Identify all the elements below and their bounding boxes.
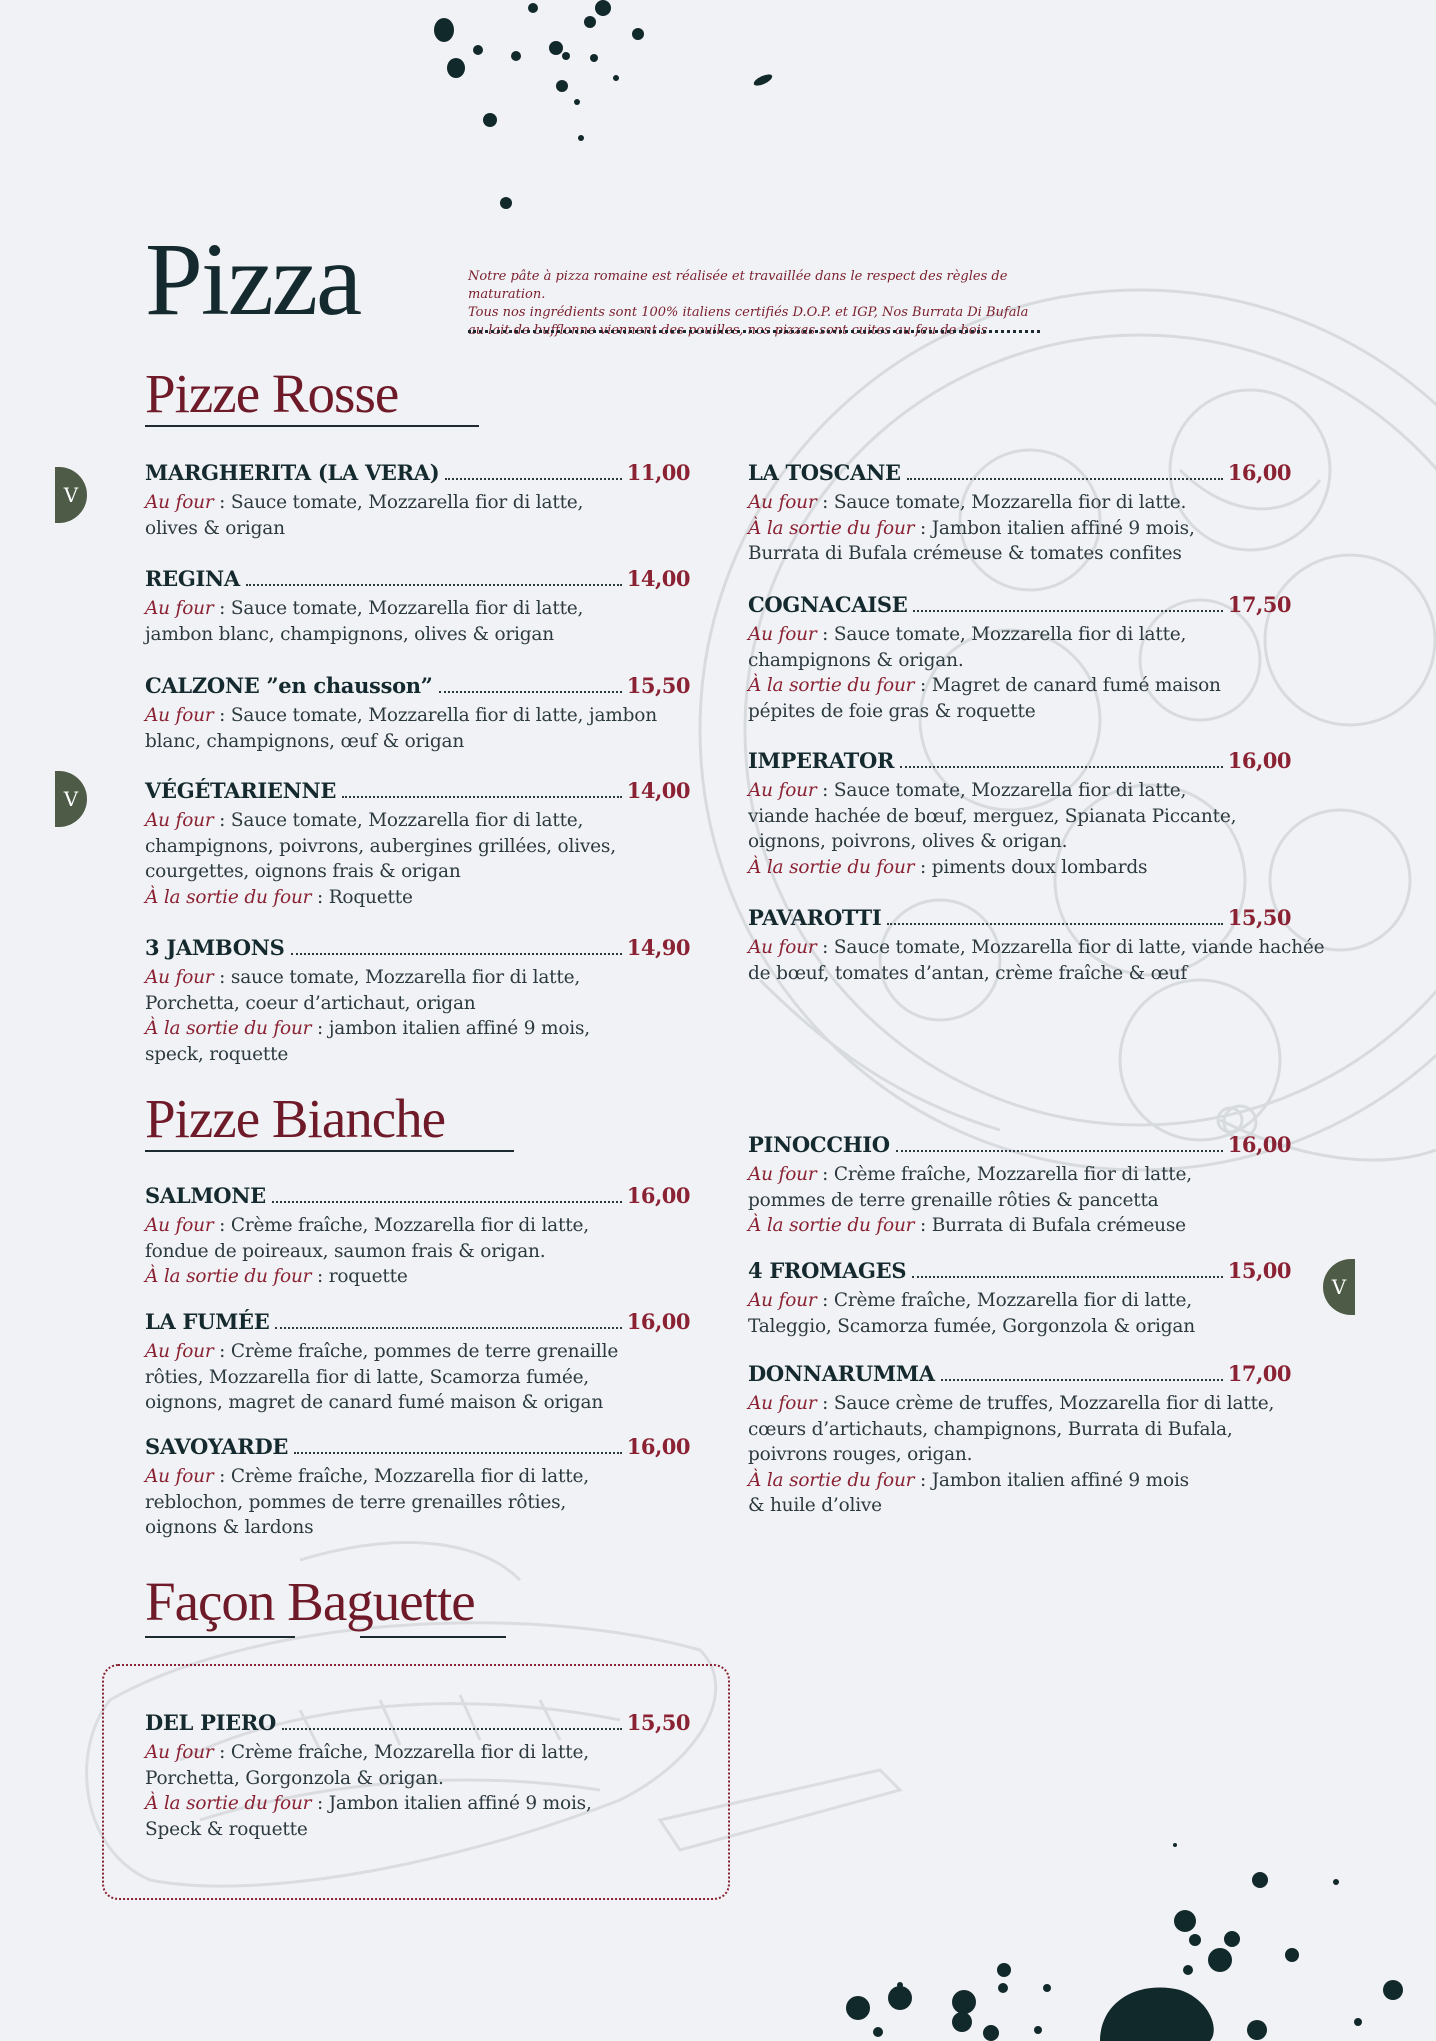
menu-item-price: 16,00: [1227, 1132, 1291, 1157]
menu-item-description: [748, 1162, 1291, 1188]
menu-item-description: [145, 1016, 690, 1042]
menu-item: [145, 460, 690, 541]
ingredients-text: blanc, champignons, œuf & origan: [145, 730, 465, 752]
ingredients-text: : Crème fraîche, Mozzarella fior di latte,: [213, 1742, 589, 1763]
menu-item-description: [145, 1740, 690, 1766]
menu-item-name: VÉGÉTARIENNE: [145, 778, 337, 803]
cooking-stage-label: Au four: [748, 1164, 817, 1185]
ingredients-text: : jambon italien affiné 9 mois,: [311, 1018, 590, 1039]
dotted-leader: [896, 1150, 1223, 1152]
intro-line: au lait de bufflonne viennent des pouilles, nos pizzas sont cuites au feu de bois: [468, 323, 988, 338]
ingredients-text: : Sauce crème de truffes, Mozzarella fior di latte,: [816, 1393, 1275, 1414]
ingredients-text: : Crème fraîche, Mozzarella fior di latte,: [816, 1290, 1192, 1311]
ingredients-text: : Crème fraîche, Mozzarella fior di latte,: [213, 1215, 589, 1236]
menu-item: [145, 1434, 690, 1541]
ingredients-text: pépites de foie gras & roquette: [748, 700, 1036, 722]
ingredients-text: : roquette: [311, 1266, 408, 1287]
cooking-stage-label: À la sortie du four: [748, 856, 915, 878]
ingredients-text: Porchetta, coeur d’artichaut, origan: [145, 992, 476, 1014]
ingredients-text: : Sauce tomate, Mozzarella fior di latte,: [213, 492, 584, 513]
menu-item-price: 17,00: [1227, 1361, 1291, 1386]
ingredients-text: pommes de terre grenaille rôties & pancetta: [748, 1189, 1159, 1211]
ingredients-text: : Sauce tomate, Mozzarella fior di latte,: [213, 810, 584, 831]
menu-item-price: 16,00: [1227, 460, 1291, 485]
menu-item: [145, 1710, 690, 1842]
menu-item: [145, 673, 690, 754]
menu-item-price: 14,90: [626, 935, 690, 960]
menu-item-description: [145, 1791, 690, 1817]
menu-item-header: [145, 1710, 690, 1740]
ingredients-text: : Sauce tomate, Mozzarella fior di latte,: [816, 624, 1187, 645]
menu-item-description: [748, 699, 1291, 725]
cooking-stage-label: Au four: [145, 1341, 214, 1362]
menu-item-description: [145, 885, 690, 911]
menu-item-header: [748, 592, 1291, 622]
ingredients-text: : Sauce tomate, Mozzarella fior di latte, jambon: [213, 705, 657, 726]
ingredients-text: : sauce tomate, Mozzarella fior di latte,: [213, 967, 581, 988]
intro-divider: [468, 330, 1040, 333]
ingredients-text: : Sauce tomate, Mozzarella fior di latte,: [213, 598, 584, 619]
menu-item: [748, 1132, 1291, 1239]
ingredients-text: : Sauce tomate, Mozzarella fior di latte.: [816, 492, 1187, 513]
menu-item-description: [145, 516, 690, 542]
menu-item-description: [748, 829, 1291, 855]
ingredients-text: oignons & lardons: [145, 1517, 314, 1538]
menu-item: [748, 748, 1291, 880]
menu-item-price: 15,50: [626, 673, 690, 698]
ingredients-text: Speck & roquette: [145, 1818, 308, 1840]
ingredients-text: : Burrata di Bufala crémeuse: [914, 1215, 1186, 1236]
menu-item-description: [145, 622, 690, 648]
menu-item-description: [145, 1264, 690, 1290]
vegetarian-badge: V: [1323, 1259, 1355, 1315]
cooking-stage-label: Au four: [145, 492, 214, 513]
menu-item-header: [145, 1183, 690, 1213]
ingredients-text: olives & origan: [145, 517, 285, 539]
cooking-stage-label: Au four: [145, 1215, 214, 1236]
menu-item-description: [748, 673, 1291, 699]
menu-item-description: [748, 1417, 1291, 1443]
menu-item-description: [145, 1464, 690, 1490]
menu-item-header: [748, 748, 1291, 778]
ingredients-text: poivrons rouges, origan.: [748, 1444, 973, 1465]
ingredients-text: courgettes, oignons frais & origan: [145, 861, 461, 882]
menu-item-description: [748, 1288, 1291, 1314]
cooking-stage-label: Au four: [145, 1742, 214, 1763]
menu-item-name: 3 JAMBONS: [145, 935, 285, 960]
cooking-stage-label: À la sortie du four: [145, 1018, 312, 1039]
dotted-leader: [294, 1452, 622, 1454]
menu-item-description: [748, 516, 1291, 542]
menu-item: [145, 566, 690, 647]
cooking-stage-label: Au four: [145, 967, 214, 988]
menu-item-description: [145, 808, 690, 834]
menu-item-header: [748, 1132, 1291, 1162]
ingredients-text: champignons & origan.: [748, 649, 964, 671]
menu-item-description: [145, 729, 690, 755]
cooking-stage-label: Au four: [748, 1393, 817, 1414]
ingredients-text: reblochon, pommes de terre grenailles rôties,: [145, 1491, 567, 1513]
menu-item-description: [748, 1468, 1291, 1494]
menu-item-name: MARGHERITA (LA VERA): [145, 460, 440, 485]
menu-item-description: [145, 834, 690, 860]
ingredients-text: cœurs d’artichauts, champignons, Burrata di Bufala,: [748, 1418, 1233, 1440]
dotted-leader: [941, 1379, 1223, 1381]
menu-item-description: [748, 541, 1291, 567]
ingredients-text: Taleggio, Scamorza fumée, Gorgonzola & origan: [748, 1315, 1195, 1337]
menu-item-description: [748, 935, 1325, 961]
menu-item-name: PINOCCHIO: [748, 1132, 890, 1157]
section-title-baguette: Façon Baguette: [145, 1571, 475, 1632]
intro-line: Notre pâte à pizza romaine est réalisée et travaillée dans le respect des règles de maturation.: [468, 269, 1008, 302]
ingredients-text: : Crème fraîche, Mozzarella fior di latte,: [213, 1466, 589, 1487]
section-underline: [145, 1150, 514, 1152]
ingredients-text: : Crème fraîche, Mozzarella fior di latte,: [816, 1164, 1192, 1185]
menu-item: [748, 460, 1291, 567]
menu-item-header: [145, 935, 690, 965]
dotted-leader: [272, 1201, 622, 1203]
menu-item-header: [145, 1309, 690, 1339]
menu-item-name: PAVAROTTI: [748, 905, 882, 930]
menu-item-description: [748, 1314, 1291, 1340]
ingredients-text: de bœuf, tomates d’antan, crème fraîche & œuf: [748, 962, 1188, 984]
menu-item-description: [145, 703, 690, 729]
menu-item-description: [145, 1490, 690, 1516]
section-title-bianche: Pizze Bianche: [145, 1088, 446, 1149]
ingredients-text: fondue de poireaux, saumon frais & origan.: [145, 1240, 546, 1262]
menu-item-price: 17,50: [1227, 592, 1291, 617]
ingredients-text: & huile d’olive: [748, 1495, 882, 1516]
section-underline: [145, 1636, 295, 1638]
ingredients-text: viande hachée de bœuf, merguez, Spianata Piccante,: [748, 805, 1237, 827]
ink-splatter-bottom: [846, 1843, 1403, 2041]
section-underline: [145, 425, 479, 427]
menu-item-header: [748, 1258, 1291, 1288]
menu-item: [145, 1309, 690, 1416]
ingredients-text: rôties, Mozzarella fior di latte, Scamorza fumée,: [145, 1366, 589, 1388]
menu-item-header: [145, 566, 690, 596]
menu-item-name: DONNARUMMA: [748, 1361, 935, 1386]
dotted-leader: [439, 691, 622, 693]
section-title-rosse: Pizze Rosse: [145, 363, 399, 424]
ingredients-text: : Jambon italien affiné 9 mois,: [311, 1793, 592, 1814]
ingredients-text: speck, roquette: [145, 1043, 289, 1065]
menu-item-description: [145, 1365, 690, 1391]
vegetarian-badge: V: [55, 771, 87, 827]
menu-item-name: COGNACAISE: [748, 592, 908, 617]
menu-item-description: [748, 622, 1291, 648]
ingredients-text: : Jambon italien affiné 9 mois,: [914, 517, 1195, 539]
ingredients-text: Burrata di Bufala crémeuse & tomates confites: [748, 543, 1182, 564]
cooking-stage-label: À la sortie du four: [145, 886, 312, 908]
menu-item: [748, 1361, 1291, 1519]
cooking-stage-label: Au four: [748, 937, 817, 958]
menu-item-price: 15,50: [626, 1710, 690, 1735]
dotted-leader: [887, 923, 1222, 925]
menu-item-price: 11,00: [626, 460, 690, 485]
menu-item-header: [145, 460, 690, 490]
menu-item-description: [145, 1766, 690, 1792]
ingredients-text: : Sauce tomate, Mozzarella fior di latte, viande hachée: [816, 937, 1325, 958]
menu-item-name: LA FUMÉE: [145, 1309, 270, 1334]
menu-item-header: [748, 460, 1291, 490]
menu-item: [748, 592, 1291, 724]
cooking-stage-label: Au four: [145, 1466, 214, 1487]
ingredients-text: oignons, poivrons, olives & origan.: [748, 831, 1068, 852]
cooking-stage-label: À la sortie du four: [748, 1215, 915, 1236]
intro-line: Tous nos ingrédients sont 100% italiens certifiés D.O.P. et IGP, Nos Burrata Di Bufala: [468, 305, 1029, 320]
menu-item-description: [145, 1239, 690, 1265]
ingredients-text: oignons, magret de canard fumé maison & origan: [145, 1392, 604, 1413]
menu-item-name: 4 FROMAGES: [748, 1258, 907, 1283]
ingredients-text: : Magret de canard fumé maison: [914, 675, 1221, 696]
pizza-sketch-illustration: [700, 290, 1436, 1170]
cooking-stage-label: Au four: [145, 598, 214, 619]
dotted-leader: [282, 1728, 622, 1730]
menu-item-description: [748, 961, 1291, 987]
cooking-stage-label: Au four: [748, 492, 817, 513]
menu-item-description: [145, 1213, 690, 1239]
menu-item: [145, 1183, 690, 1290]
menu-item-description: [748, 648, 1291, 674]
menu-item-header: [748, 905, 1291, 935]
menu-item-description: [145, 1390, 690, 1416]
menu-item-description: [145, 965, 690, 991]
cooking-stage-label: À la sortie du four: [748, 517, 915, 539]
dotted-leader: [907, 478, 1223, 480]
menu-item-description: [748, 1442, 1291, 1468]
menu-item-description: [145, 490, 690, 516]
menu-item: [748, 905, 1325, 986]
menu-item-description: [748, 1188, 1291, 1214]
dotted-leader: [445, 478, 621, 480]
menu-item-description: [748, 855, 1291, 881]
menu-item-header: [145, 673, 690, 703]
menu-item: [145, 778, 690, 910]
menu-item-name: DEL PIERO: [145, 1710, 276, 1735]
cooking-stage-label: Au four: [748, 780, 817, 801]
menu-item: [145, 935, 690, 1067]
menu-item-price: 16,00: [626, 1309, 690, 1334]
menu-item-description: [145, 859, 690, 885]
menu-item-name: CALZONE ”en chausson”: [145, 673, 433, 698]
menu-item-price: 14,00: [626, 778, 690, 803]
dotted-leader: [913, 610, 1222, 612]
ingredients-text: : Sauce tomate, Mozzarella fior di latte,: [816, 780, 1187, 801]
menu-item-header: [748, 1361, 1291, 1391]
menu-item-price: 16,00: [626, 1183, 690, 1208]
menu-item-description: [145, 991, 690, 1017]
cooking-stage-label: À la sortie du four: [748, 675, 915, 696]
menu-item-description: [145, 1042, 690, 1068]
cooking-stage-label: Au four: [145, 810, 214, 831]
menu-item-name: REGINA: [145, 566, 240, 591]
menu-item-description: [145, 1339, 690, 1365]
cooking-stage-label: Au four: [145, 705, 214, 726]
menu-item-description: [748, 778, 1291, 804]
menu-item-description: [748, 1213, 1291, 1239]
ingredients-text: : Jambon italien affiné 9 mois: [914, 1469, 1189, 1491]
menu-item-name: LA TOSCANE: [748, 460, 901, 485]
menu-item-price: 16,00: [626, 1434, 690, 1459]
menu-item-name: IMPERATOR: [748, 748, 895, 773]
menu-item-description: [145, 596, 690, 622]
ingredients-text: Porchetta, Gorgonzola & origan.: [145, 1767, 444, 1789]
dotted-leader: [246, 584, 622, 586]
cooking-stage-label: Au four: [748, 624, 817, 645]
menu-item-price: 15,00: [1227, 1258, 1291, 1283]
ingredients-text: : Crème fraîche, pommes de terre grenaille: [213, 1341, 619, 1362]
ingredients-text: champignons, poivrons, aubergines grillées, olives,: [145, 835, 616, 857]
page-title: Pizza: [145, 222, 361, 337]
ingredients-text: : Roquette: [311, 886, 413, 908]
menu-item-description: [748, 804, 1291, 830]
cooking-stage-label: À la sortie du four: [748, 1469, 915, 1491]
dotted-leader: [342, 796, 622, 798]
menu-item-price: 15,50: [1227, 905, 1291, 930]
menu-item: [748, 1258, 1291, 1339]
ingredients-text: : piments doux lombards: [914, 856, 1148, 878]
cooking-stage-label: À la sortie du four: [145, 1266, 312, 1287]
ingredients-text: jambon blanc, champignons, olives & origan: [145, 623, 554, 645]
menu-item-header: [145, 1434, 690, 1464]
menu-item-description: [145, 1817, 690, 1843]
menu-item-description: [748, 1493, 1291, 1519]
menu-item-price: 16,00: [1227, 748, 1291, 773]
cooking-stage-label: À la sortie du four: [145, 1793, 312, 1814]
vegetarian-badge: V: [55, 467, 87, 523]
dotted-leader: [275, 1327, 621, 1329]
cooking-stage-label: Au four: [748, 1290, 817, 1311]
menu-item-description: [145, 1515, 690, 1541]
menu-item-name: SALMONE: [145, 1183, 266, 1208]
dotted-leader: [291, 953, 622, 955]
section-underline: [360, 1636, 506, 1638]
ink-splatter-top: [434, 0, 774, 209]
menu-item-price: 14,00: [626, 566, 690, 591]
dotted-leader: [912, 1276, 1223, 1278]
menu-item-description: [748, 1391, 1291, 1417]
menu-item-name: SAVOYARDE: [145, 1434, 289, 1459]
dotted-leader: [900, 766, 1223, 768]
menu-item-description: [748, 490, 1291, 516]
menu-item-header: [145, 778, 690, 808]
